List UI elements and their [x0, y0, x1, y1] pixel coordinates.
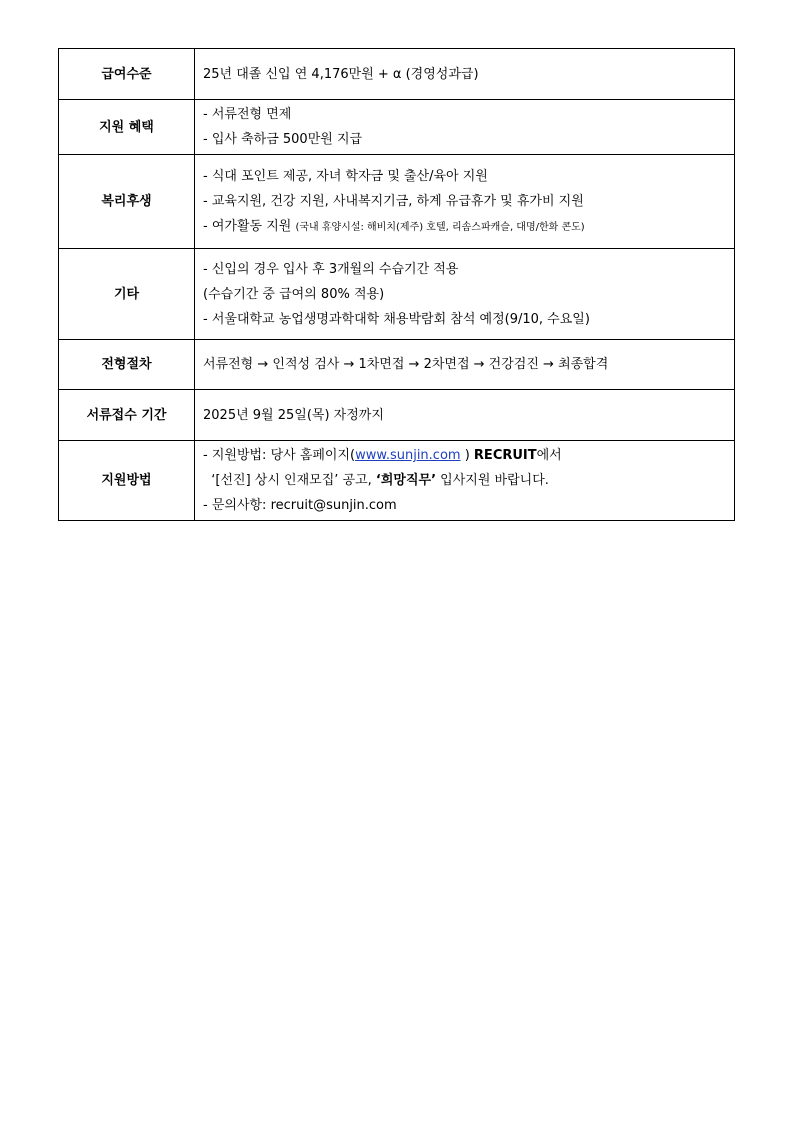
row-label: 서류접수 기간	[59, 390, 195, 441]
content-line: - 교육지원, 건강 지원, 사내복지기금, 하계 유급휴가 및 휴가비 지원	[203, 193, 584, 209]
content-line: - 입사 축하금 500만원 지급	[203, 132, 363, 147]
content-line: - 신입의 경우 입사 후 3개월의 수습기간 적용	[203, 261, 459, 277]
table-row-benefits	[59, 100, 735, 155]
table-row-process	[59, 340, 735, 390]
apply-request-text: 입사지원 바랍니다.	[436, 473, 549, 488]
row-content	[195, 49, 735, 100]
content-line	[203, 214, 726, 240]
content-line	[203, 468, 726, 493]
content-line	[203, 443, 726, 468]
row-content	[195, 340, 735, 390]
apply-method-prefix: - 지원방법: 당사 홈페이지(	[203, 448, 356, 463]
row-label: 전형절차	[59, 340, 195, 390]
row-content	[195, 100, 735, 155]
homepage-link[interactable]: www.sunjin.com	[355, 448, 461, 463]
table-row-welfare	[59, 155, 735, 249]
resort-note: (국내 휴양시설: 해비치(제주) 호텔, 리솜스파캐슬, 대명/한화 콘도)	[295, 221, 585, 233]
content-line: 25년 대졸 신입 연 4,176만원 + α (경영성과급)	[203, 66, 479, 82]
content-line: (수습기간 중 급여의 80% 적용)	[203, 286, 385, 302]
row-label: 복리후생	[59, 155, 195, 249]
row-content	[195, 441, 735, 521]
desired-job-text: ‘희망직무’	[375, 473, 437, 488]
recruitment-info-table	[58, 48, 735, 521]
row-content	[195, 155, 735, 249]
content-line: 서류전형 → 인적성 검사 → 1차면접 → 2차면접 → 건강검진 → 최종합격	[203, 357, 609, 372]
table-row-deadline	[59, 390, 735, 441]
recruit-menu-text: RECRUIT	[473, 448, 537, 463]
row-label: 지원 혜택	[59, 100, 195, 155]
row-label: 지원방법	[59, 441, 195, 521]
content-line: - 서류전형 면제	[203, 107, 292, 122]
table-row-other	[59, 249, 735, 340]
content-line: 2025년 9월 25일(목) 자정까지	[203, 407, 384, 423]
posting-text: ‘[선진] 상시 인재모집’ 공고,	[203, 473, 376, 488]
row-content	[195, 390, 735, 441]
contact-line: - 문의사항: recruit@sunjin.com	[203, 498, 397, 513]
row-label: 기타	[59, 249, 195, 340]
row-content	[195, 249, 735, 340]
table-row-how-to-apply	[59, 441, 735, 521]
leisure-support-text: - 여가활동 지원	[203, 218, 296, 234]
apply-method-suffix: 에서	[536, 448, 562, 463]
content-line: - 서울대학교 농업생명과학대학 채용박람회 참석 예정(9/10, 수요일)	[203, 311, 590, 327]
apply-method-mid: )	[460, 448, 474, 463]
content-line: - 식대 포인트 제공, 자녀 학자금 및 출산/육아 지원	[203, 168, 488, 184]
row-label: 급여수준	[59, 49, 195, 100]
table-row-salary	[59, 49, 735, 100]
